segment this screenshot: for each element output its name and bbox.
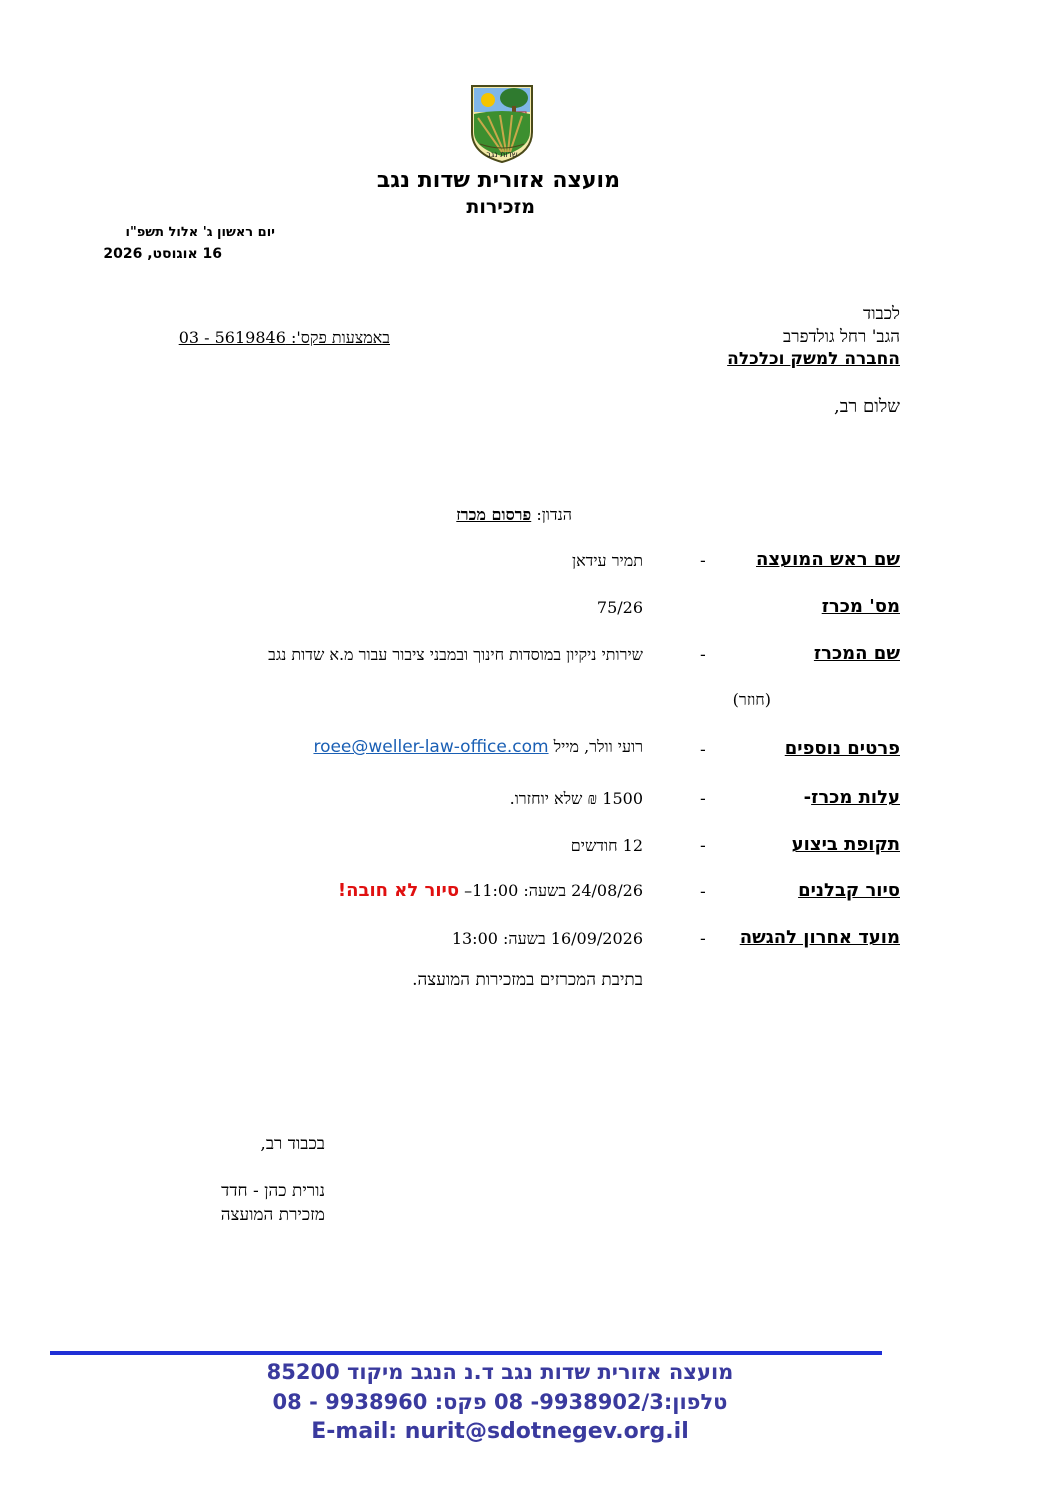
date-gregorian: 16 אוגוסט, 2026 <box>103 246 222 262</box>
footer-divider <box>50 1351 882 1355</box>
row-dash-period: - <box>700 836 706 855</box>
row-dash-details: - <box>700 740 706 759</box>
fax-label: באמצעות פקס': <box>290 328 390 347</box>
row-value-tender-no: 75/26 <box>596 598 643 617</box>
row-label-details: פרטים נוספים <box>784 738 900 759</box>
footer-address: מועצה אזורית שדות נגב ד.נ הנגב מיקוד 85200 <box>266 1360 734 1384</box>
signature-name: נורית כהן - חדד <box>221 1181 325 1201</box>
details-text: רועי וולר, מייל <box>553 737 643 756</box>
row-value-tender-name: שירותי ניקיון במוסדות חינוך ובמבני ציבור עבור מ.א שדות נגב <box>268 645 643 664</box>
row-dash-tour: - <box>700 882 706 901</box>
addressee-company: החברה למשק וכלכלה <box>727 349 900 369</box>
fax-number: 03 - 5619846 <box>178 328 286 347</box>
org-name: מועצה אזורית שדות נגב <box>376 168 620 193</box>
row-label-cost <box>804 787 900 808</box>
department: מזכירות <box>466 196 535 218</box>
date-hebrew: יום ראשון ג' אלול תשפ"ו <box>125 225 275 240</box>
addressee-name: הגב' רחל גולדפרב <box>783 327 900 347</box>
row-dash-deadline: - <box>700 929 706 948</box>
council-logo <box>462 82 542 164</box>
footer-phone: טלפון:9938902/3- 08 פקס: 9938960 - 08 <box>272 1390 728 1414</box>
logo-text: שדות נגב <box>486 150 518 159</box>
row-value-tour <box>338 880 643 901</box>
fax-line <box>100 328 390 348</box>
row-label-period: תקופת ביצוע <box>791 834 900 855</box>
row-label-tender-name: שם המכרז <box>813 643 900 664</box>
row-label-deadline: מועד אחרון להגשה <box>739 927 900 948</box>
details-email-link[interactable]: roee@weller-law-office.com <box>313 737 549 757</box>
row-note-tender-name: (חוזר) <box>732 690 771 709</box>
greeting: שלום רב, <box>834 396 900 417</box>
row-label-head: שם ראש המועצה <box>756 549 900 570</box>
row-value-head: תמיר עידאן <box>571 551 643 570</box>
row-dash-cost: - <box>700 789 706 808</box>
row-value-period: 12 חודשים <box>570 836 643 855</box>
row-value-cost: 1500 ₪ שלא יוחזרו. <box>509 789 643 808</box>
subject-value: פרסום מכרז <box>456 505 532 524</box>
tour-text: 24/08/26 בשעה: 11:00– <box>464 881 643 900</box>
row-label-tour: סיור קבלנים <box>798 880 900 901</box>
cost-label-dash: - <box>803 787 812 808</box>
subject-label: הנדון: <box>536 505 572 524</box>
addressee-label: לכבוד <box>863 304 900 324</box>
subject-line <box>300 505 572 525</box>
row-value-details <box>313 737 643 757</box>
tour-warning: סיור לא חובה! <box>337 880 460 901</box>
row-value-deadline: 16/09/2026 בשעה: 13:00 <box>451 929 643 948</box>
footer-email: E-mail: nurit@sdotnegev.org.il <box>311 1419 689 1444</box>
cost-label-text: עלות מכרז <box>811 787 900 808</box>
signature-regards: בכבוד רב, <box>260 1134 325 1154</box>
signature-title: מזכירת המועצה <box>220 1205 325 1225</box>
row-label-tender-no: מס' מכרז <box>821 596 900 617</box>
closing-text: בתיבת המכרזים במזכירות המועצה. <box>412 970 643 990</box>
row-dash-tender-name: - <box>700 645 706 664</box>
row-dash-head: - <box>700 551 706 570</box>
